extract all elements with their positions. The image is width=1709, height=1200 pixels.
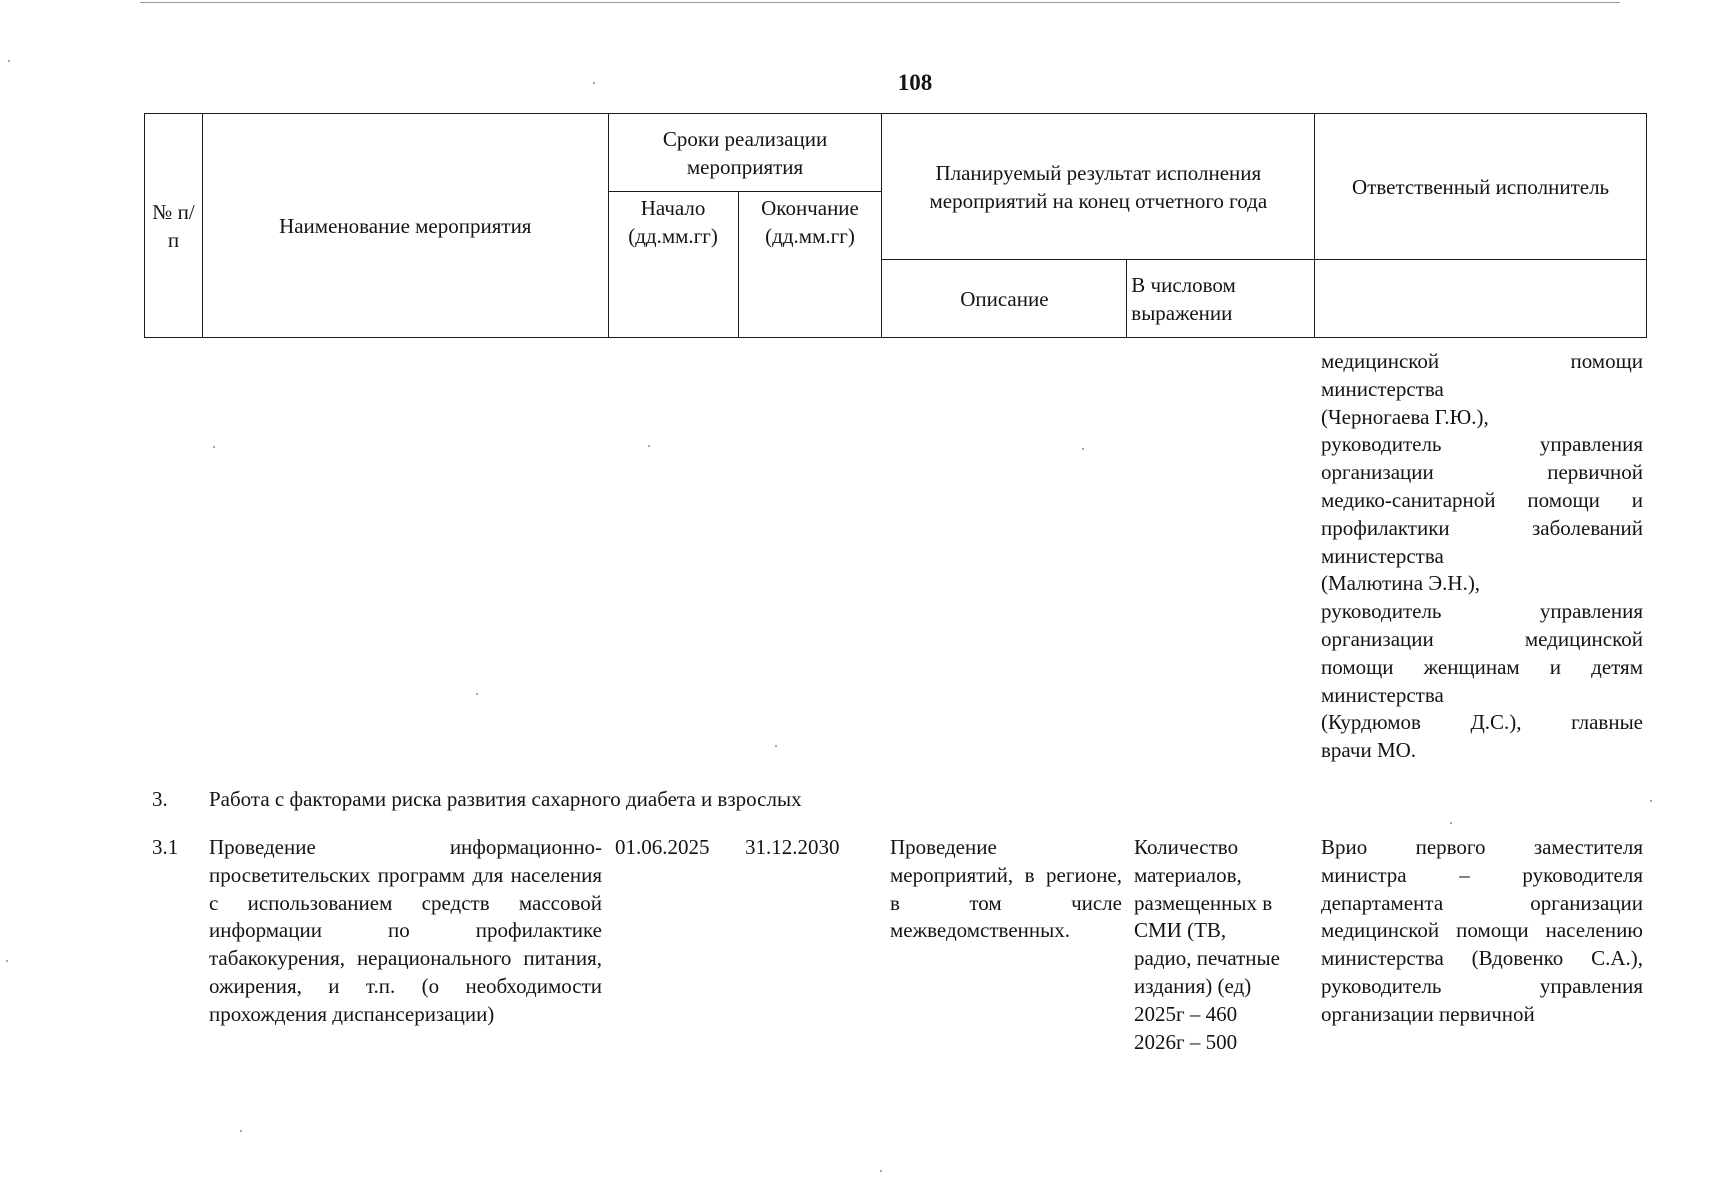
row-start-date: 01.06.2025 — [615, 835, 710, 859]
header-cell-name: Наименование мероприятия — [202, 114, 608, 338]
text-line: организации медицинской — [1321, 626, 1643, 651]
text-line: Количество — [1134, 835, 1239, 859]
scan-edge-line — [140, 2, 1620, 3]
page-number: 108 — [897, 70, 933, 95]
header-cell-responsible: Ответственный исполнитель — [1315, 114, 1647, 260]
scan-speck — [1650, 800, 1652, 802]
text-line: медико-санитарной помощи и — [1321, 487, 1643, 512]
text-line: руководитель управления — [1321, 432, 1643, 457]
scan-speck — [213, 446, 215, 448]
text-line: помощи женщинам и детям — [1321, 654, 1643, 679]
text-line: СМИ (ТВ, — [1134, 918, 1227, 943]
section-number: 3. — [152, 787, 168, 811]
text-line: профилактики заболеваний — [1321, 515, 1643, 540]
text-line: (Черногаева Г.Ю.), — [1321, 404, 1489, 429]
text-line: врачи МО. — [1321, 738, 1417, 763]
text-line: (Малютина Э.Н.), — [1321, 571, 1481, 596]
text-line: издания) (ед) — [1134, 973, 1252, 998]
row-name: Проведение информационно-просветительских программ для населения с использованием средств массовой информации по профилактике табакокурения, нерационального питания, ожирения, и т.п. (о необходимости прохождения диспансеризации) — [209, 835, 602, 1026]
header-cell-description: Описание — [882, 260, 1127, 338]
table-header — [144, 113, 1647, 338]
scan-speck — [775, 745, 777, 747]
header-cell-numeric: В числовом выражении — [1127, 260, 1315, 338]
text-line: (Курдюмов Д.С.), главные — [1321, 710, 1643, 735]
header-cell-result: Планируемый результат исполнения мероприятий на конец отчетного года — [882, 114, 1315, 260]
row-responsible: Врио первого заместителя министра – руководителя департамента организации медицинской помощи населению министерства (Вдовенко С.А.), руководитель управления организации первичной — [1321, 835, 1643, 1026]
row-description: Проведение мероприятий, в регионе, в том числе межведомственных. — [890, 835, 1122, 943]
text-line: медицинской помощи — [1321, 349, 1643, 373]
row-end-date: 31.12.2030 — [745, 835, 840, 859]
scan-speck — [8, 60, 10, 62]
header-cell-period: Сроки реализации мероприятия — [608, 114, 882, 192]
text-line: материалов, — [1134, 862, 1242, 887]
scan-speck — [476, 693, 478, 695]
header-cell-number: № п/п — [145, 114, 203, 338]
text-line: руководитель управления — [1321, 599, 1643, 624]
scan-speck — [240, 1130, 242, 1132]
text-line: организации первичной — [1321, 460, 1643, 485]
text-line: министерства — [1321, 682, 1444, 707]
scan-speck — [1450, 822, 1452, 824]
text-line: министерства — [1321, 543, 1444, 568]
section-title: Работа с факторами риска развития сахарного диабета и взрослых — [209, 787, 802, 811]
header-cell-start: Начало (дд.мм.гг) — [608, 192, 738, 338]
scan-speck — [6, 960, 8, 962]
scan-speck — [880, 1170, 882, 1172]
scan-speck — [1082, 448, 1084, 450]
row-numeric — [1134, 834, 1316, 1056]
text-line: министерства — [1321, 376, 1444, 401]
text-line: радио, печатные — [1134, 946, 1280, 971]
text-line: 2026г – 500 — [1134, 1029, 1238, 1054]
text-line: размещенных в — [1134, 890, 1273, 915]
scan-speck — [648, 445, 650, 447]
row-number: 3.1 — [152, 835, 179, 859]
text-line: 2025г – 460 — [1134, 1001, 1238, 1026]
header-cell-responsible-empty — [1315, 260, 1647, 338]
header-cell-end: Окончание (дд.мм.гг) — [738, 192, 882, 338]
continuation-responsible — [1321, 348, 1643, 765]
